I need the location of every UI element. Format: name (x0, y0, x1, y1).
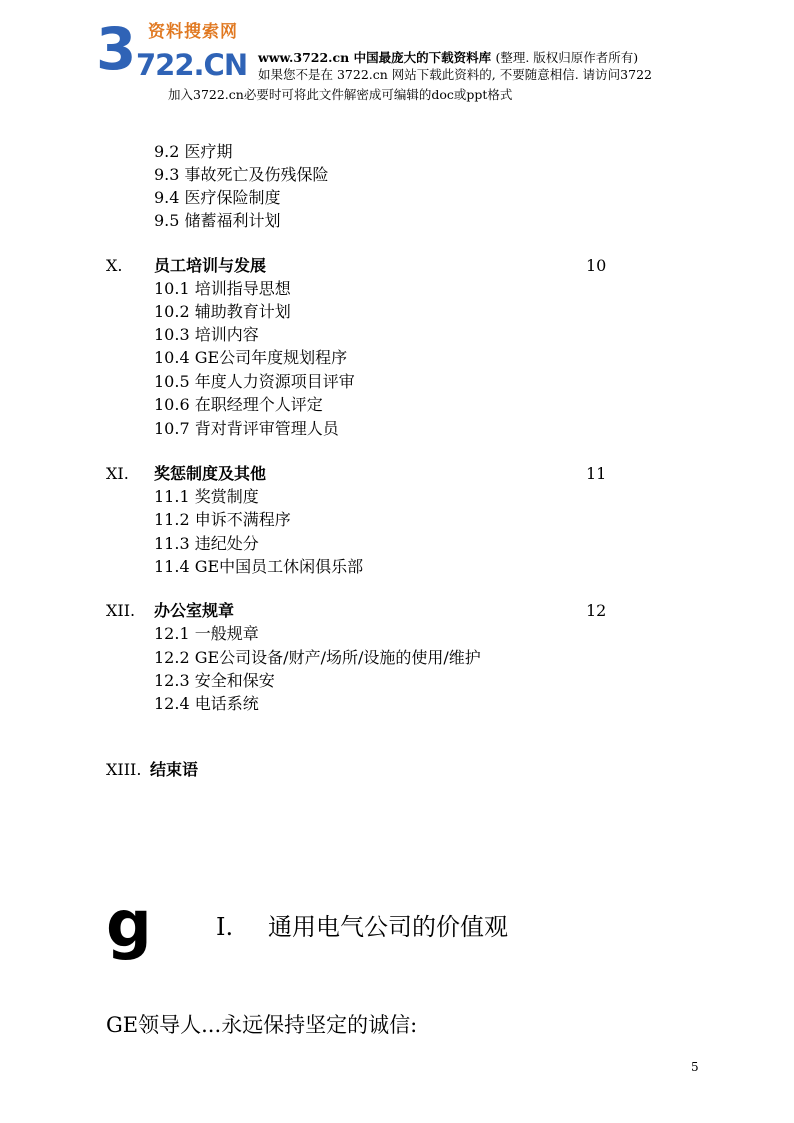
toc-item[interactable]: 10.2 辅助教育计划 (154, 302, 291, 321)
header-line-1-bold: www.3722.cn 中国最庞大的下载资料库 (258, 50, 492, 65)
section-number: I. (216, 913, 234, 941)
header-line-2: 如果您不是在 3722.cn 网站下载此资料的, 不要随意相信. 请访问3722 (258, 67, 652, 82)
logo-digit: 3 (96, 15, 137, 83)
toc-section-title[interactable]: 办公室规章 (154, 601, 235, 620)
toc-section-page: 10 (586, 256, 607, 275)
toc-item[interactable]: 9.3 事故死亡及伤残保险 (154, 165, 329, 184)
toc-item[interactable]: 12.1 一般规章 (154, 624, 259, 643)
logo-tagline: 资料搜索网 (148, 22, 238, 42)
toc-item[interactable]: 10.7 背对背评审管理人员 (154, 419, 339, 438)
document-header (0, 0, 794, 110)
toc-section-number: X. (106, 256, 123, 275)
toc-item[interactable]: 11.4 GE中国员工休闲俱乐部 (154, 557, 364, 576)
header-line-1 (258, 50, 638, 66)
toc-item[interactable]: 12.3 安全和保安 (154, 671, 275, 690)
toc-section-title[interactable]: 奖惩制度及其他 (154, 464, 267, 483)
toc-item[interactable]: 10.3 培训内容 (154, 325, 259, 344)
toc-section-title[interactable]: 结束语 (150, 760, 199, 779)
section-title: 通用电气公司的价值观 (268, 913, 508, 941)
toc-item[interactable]: 11.3 违纪处分 (154, 534, 259, 553)
toc-item[interactable]: 11.1 奖赏制度 (154, 487, 259, 506)
toc-item[interactable]: 10.5 年度人力资源项目评审 (154, 372, 355, 391)
logo-domain: 722.CN (136, 48, 248, 82)
toc-section-number: XIII. (106, 760, 142, 779)
ge-logo-glyph: g (106, 888, 152, 962)
header-line-3: 加入3722.cn必要时可将此文件解密成可编辑的doc或ppt格式 (168, 87, 513, 102)
toc-item[interactable]: 12.4 电话系统 (154, 694, 259, 713)
site-logo[interactable] (96, 15, 256, 84)
toc-section-page: 12 (586, 601, 607, 620)
header-line-1-normal: (整理. 版权归原作者所有) (495, 50, 639, 65)
toc-item[interactable]: 11.2 申诉不满程序 (154, 510, 291, 529)
toc-item[interactable]: 9.2 医疗期 (154, 142, 233, 161)
toc-item[interactable]: 12.2 GE公司设备/财产/场所/设施的使用/维护 (154, 648, 481, 667)
body-paragraph-heading: GE领导人...永远保持坚定的诚信: (106, 1013, 418, 1037)
toc-section-page: 11 (586, 464, 607, 483)
toc-item[interactable]: 9.5 储蓄福利计划 (154, 211, 281, 230)
toc-item[interactable]: 9.4 医疗保险制度 (154, 188, 281, 207)
toc-section-number: XII. (106, 601, 136, 620)
toc-item[interactable]: 10.1 培训指导思想 (154, 279, 291, 298)
toc-section-title[interactable]: 员工培训与发展 (154, 256, 267, 275)
toc-item[interactable]: 10.4 GE公司年度规划程序 (154, 348, 348, 367)
toc-section-number: XI. (106, 464, 129, 483)
page-number: 5 (691, 1060, 699, 1074)
toc-item[interactable]: 10.6 在职经理个人评定 (154, 395, 323, 414)
